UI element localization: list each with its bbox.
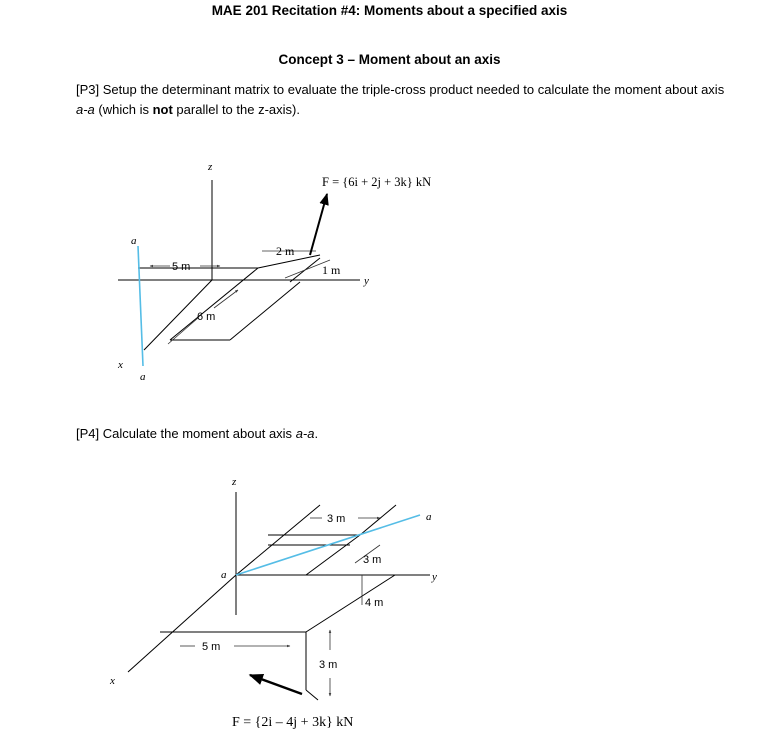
p3-dim-5m: 5 m (172, 261, 191, 273)
p3-text-1: Setup the determinant matrix to evaluate the triple-cross product needed to calculate the moment about axis (99, 82, 725, 97)
p3-text-2: (which is (94, 102, 153, 117)
concept-heading: Concept 3 – Moment about an axis (278, 52, 501, 67)
p4-dim-3m-top: 3 m (327, 513, 346, 525)
p4-a-left-label: a (221, 569, 227, 581)
p4-x-label: x (110, 675, 115, 687)
p4-dim-4m: 4 m (365, 597, 384, 609)
p3-emphasis: not (152, 102, 173, 117)
p3-dim-2m: 2 m (276, 244, 295, 258)
p4-dim-3m-mid: 3 m (363, 554, 382, 566)
p4-text-2: . (314, 426, 319, 441)
p4-dim-5m: 5 m (202, 641, 221, 653)
p3-tag: [P3] (76, 82, 100, 97)
page-title: MAE 201 Recitation #4: Moments about a specified axis (211, 3, 568, 18)
p3-force-label: F = {6i + 2j + 3k} kN (322, 175, 432, 189)
p4-text-1: Calculate the moment about axis (99, 426, 296, 441)
p4-a-right-label: a (426, 511, 432, 523)
p3-text-3: parallel to the z-axis). (172, 102, 300, 117)
p4-y-label: y (432, 571, 437, 583)
p4-tag: [P4] (76, 426, 100, 441)
p3-a-bottom-label: a (140, 371, 146, 383)
p3-dim-1m: 1 m (322, 263, 341, 277)
p3-dim-6m: 6 m (197, 311, 216, 323)
p3-axis: a-a (76, 102, 95, 117)
p3-y-label: y (364, 275, 369, 287)
p4-force-label: F = {2i – 4j + 3k} kN (232, 715, 354, 730)
p3-z-label: z (208, 161, 213, 173)
p4-dim-3m-bottom: 3 m (319, 659, 338, 671)
p4-z-label: z (232, 476, 237, 488)
p3-x-label: x (118, 359, 123, 371)
p4-force-arrow (250, 675, 302, 694)
p4-axis: a-a (295, 426, 315, 441)
p3-a-top-label: a (131, 235, 137, 247)
